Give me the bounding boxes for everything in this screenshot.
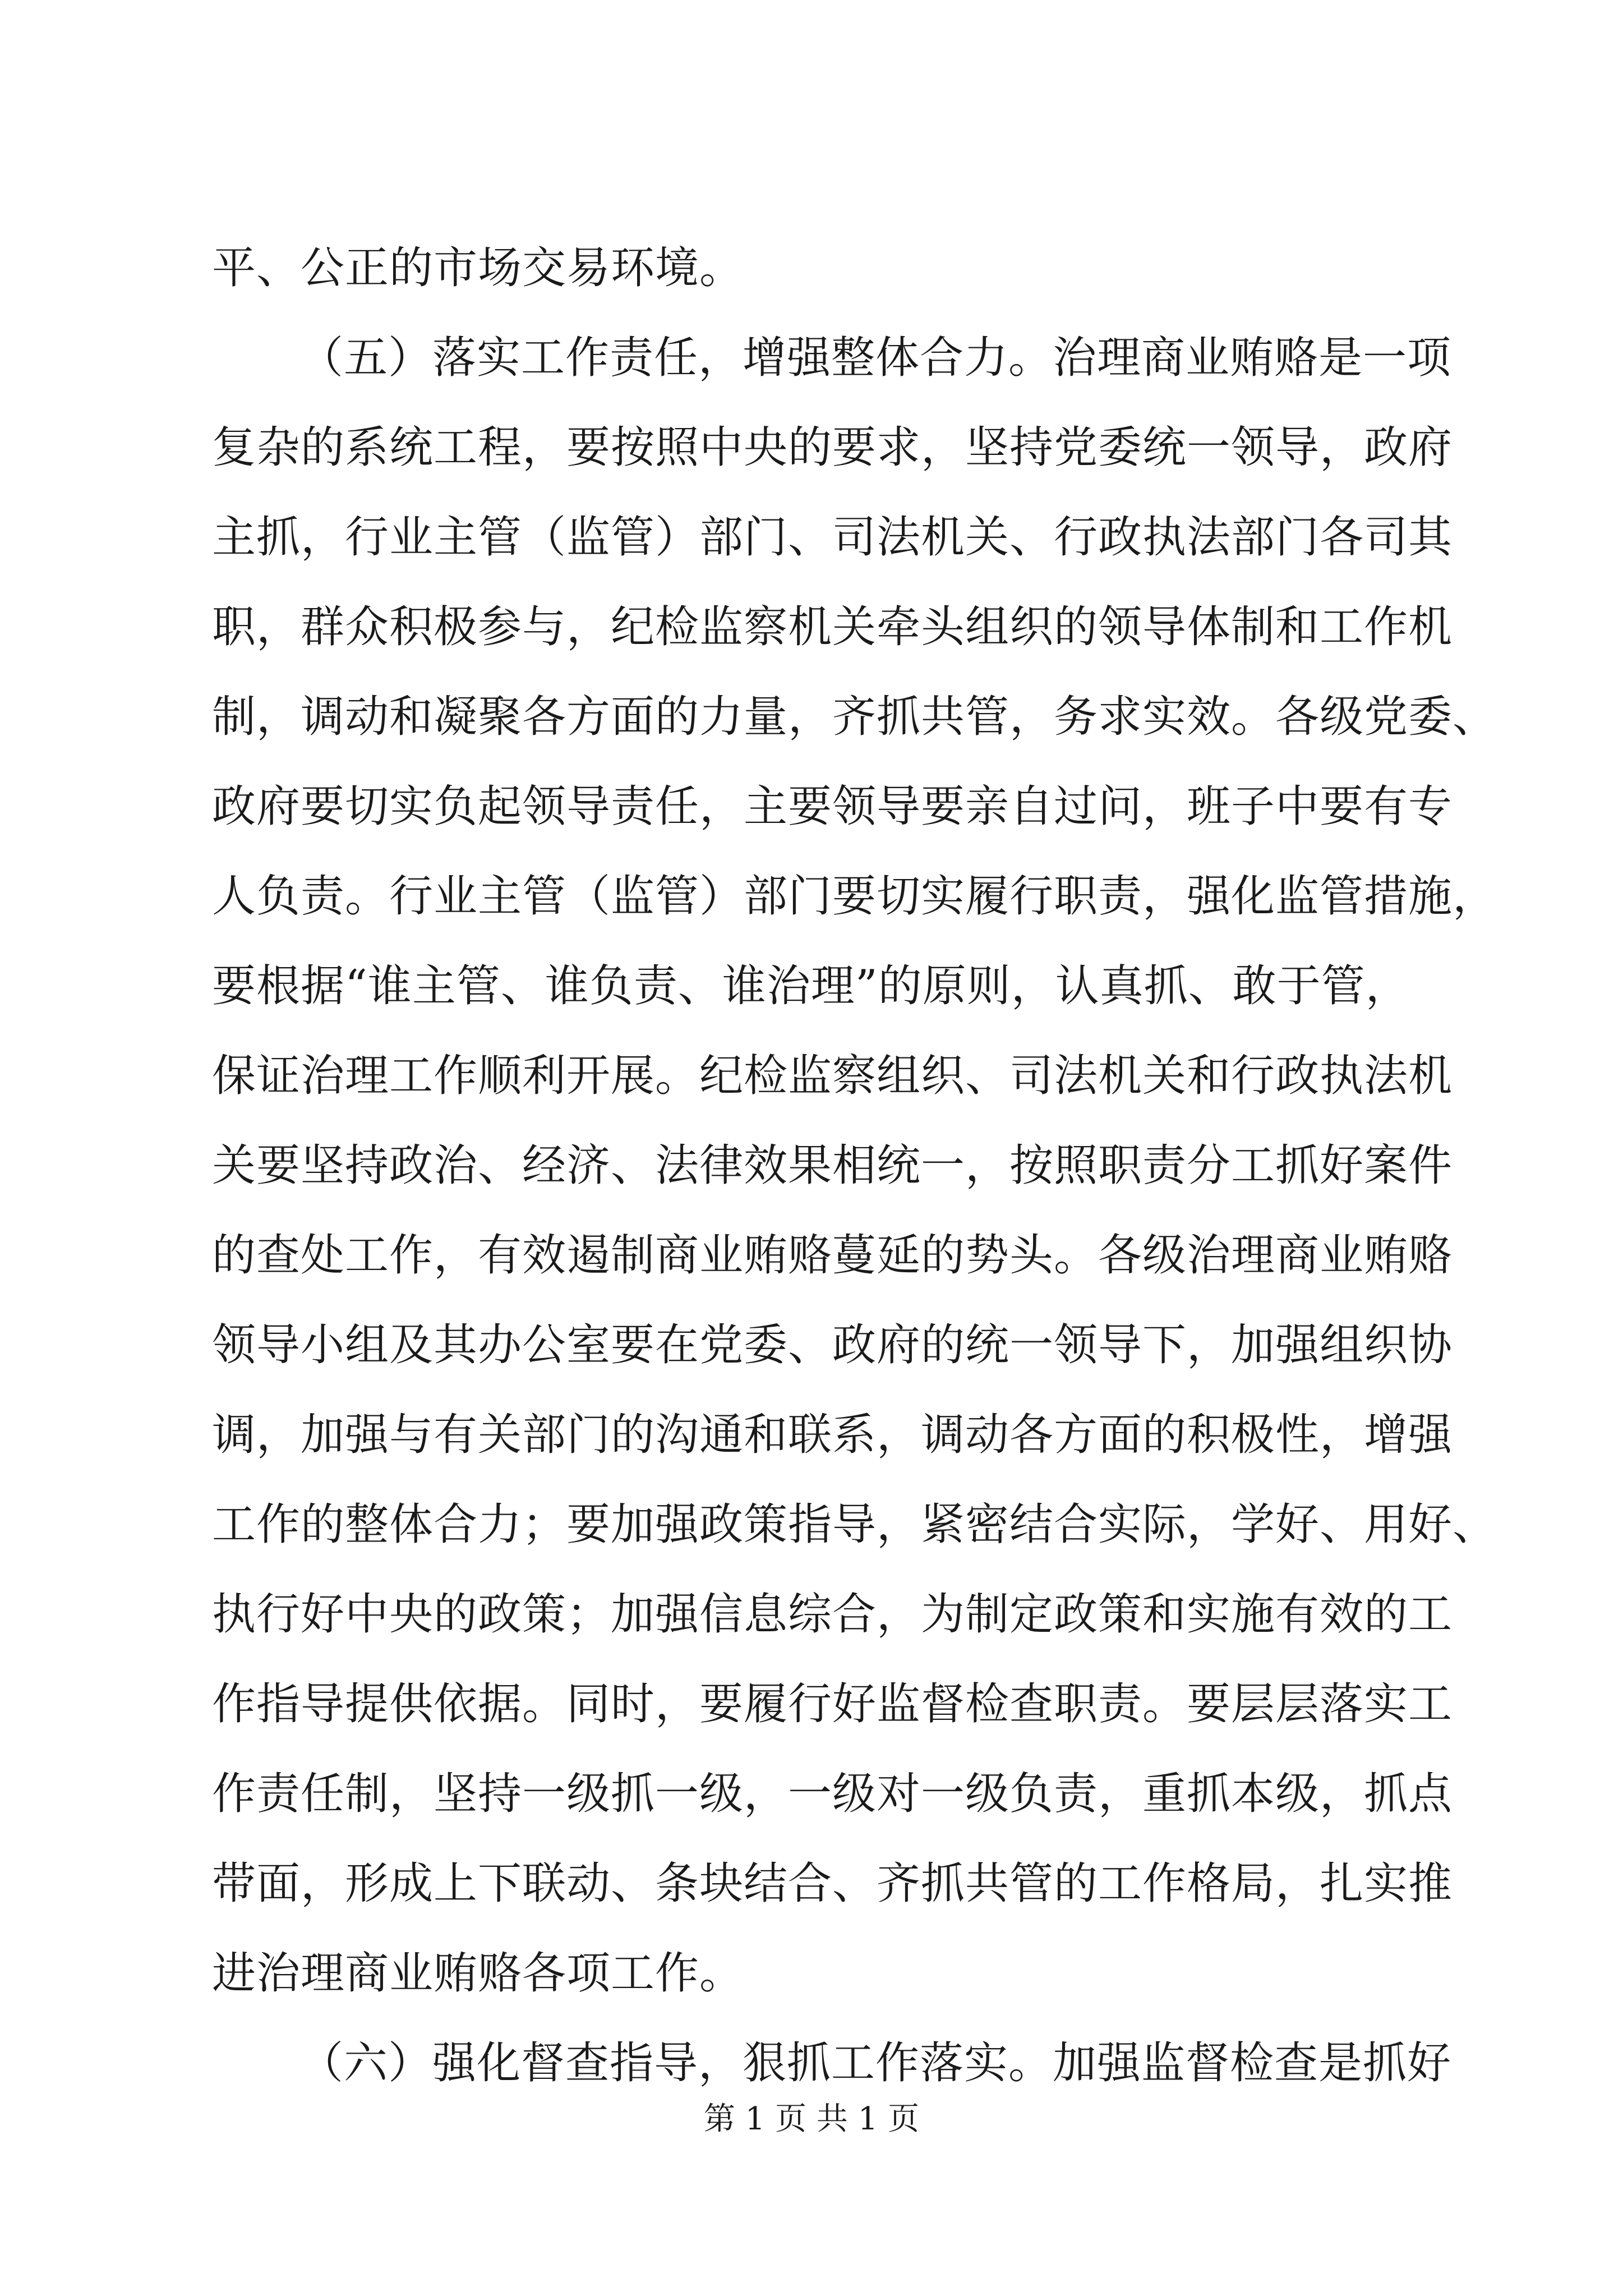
text-line: 进治理商业贿赂各项工作。	[212, 1948, 744, 1999]
text-line: 平、公正的市场交易环境。	[212, 243, 744, 293]
text-line: 调，加强与有关部门的沟通和联系，调动各方面的积极性，增强	[212, 1410, 1453, 1460]
text-line: 关要坚持政治、经济、法律效果相统一，按照职责分工抓好案件	[212, 1140, 1453, 1191]
text-line: 作指导提供依据。同时，要履行好监督检查职责。要层层落实工	[212, 1679, 1453, 1729]
text-line: 的查处工作，有效遏制商业贿赂蔓延的势头。各级治理商业贿赂	[212, 1230, 1453, 1281]
text-line: 作责任制，坚持一级抓一级，一级对一级负责，重抓本级，抓点	[212, 1769, 1453, 1819]
text-line: 政府要切实负起领导责任，主要领导要亲自过问，班子中要有专	[212, 781, 1453, 832]
page-footer: 第 1 页 共 1 页	[703, 2101, 920, 2137]
text-line: 复杂的系统工程，要按照中央的要求，坚持党委统一领导，政府	[212, 422, 1453, 473]
paragraph-6-heading-line: （六）强化督查指导，狠抓工作落实。加强监督检查是抓好	[299, 2038, 1452, 2088]
text-line: 主抓，行业主管（监管）部门、司法机关、行政执法部门各司其	[212, 512, 1453, 563]
text-line: 领导小组及其办公室要在党委、政府的统一领导下，加强组织协	[212, 1320, 1453, 1370]
text-line: 带面，形成上下联动、条块结合、齐抓共管的工作格局，扎实推	[212, 1858, 1453, 1909]
text-line: 人负责。行业主管（监管）部门要切实履行职责，强化监管措施，	[212, 871, 1497, 922]
text-line: 职，群众积极参与，纪检监察机关牵头组织的领导体制和工作机	[212, 602, 1453, 652]
text-line: 要根据“谁主管、谁负责、谁治理”的原则，认真抓、敢于管，	[212, 961, 1410, 1011]
text-line: 保证治理工作顺利开展。纪检监察组织、司法机关和行政执法机	[212, 1051, 1453, 1101]
text-line: 执行好中央的政策；加强信息综合，为制定政策和实施有效的工	[212, 1589, 1453, 1640]
paragraph-5-heading-line: （五）落实工作责任，增强整体合力。治理商业贿赂是一项	[299, 333, 1452, 383]
text-line: 制，调动和凝聚各方面的力量，齐抓共管，务求实效。各级党委、	[212, 692, 1497, 742]
text-line: 工作的整体合力；要加强政策指导，紧密结合实际，学好、用好、	[212, 1499, 1497, 1550]
